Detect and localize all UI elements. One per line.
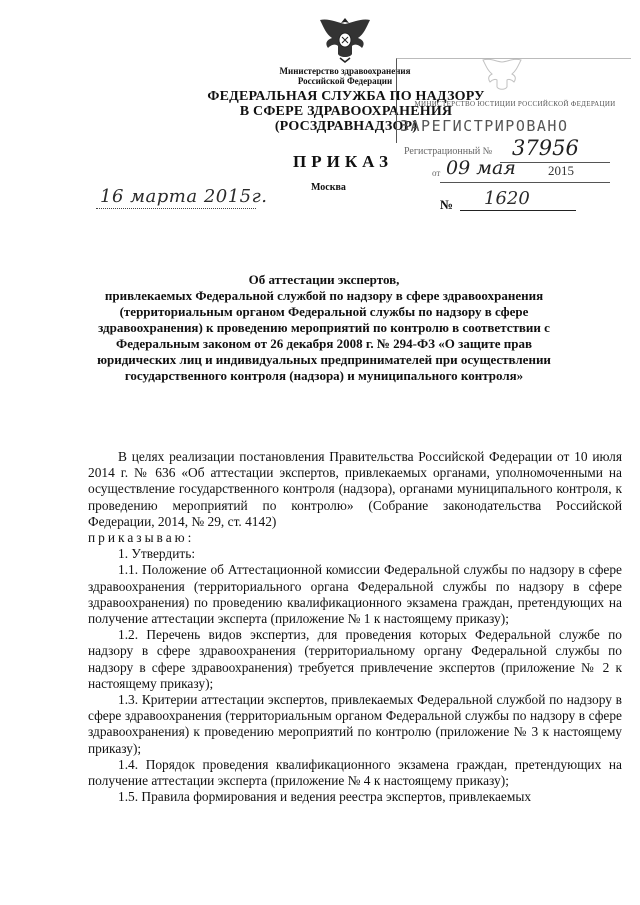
- title-line: Федеральным законом от 26 декабря 2008 г. № 294-ФЗ «О защите прав: [116, 336, 532, 351]
- title-line: (территориальным органом Федеральной службы по надзору в сфере: [119, 304, 529, 319]
- title-line: привлекаемых Федеральной службой по надзору в сфере здравоохранения: [104, 288, 544, 303]
- number-sign: №: [440, 197, 454, 212]
- title-line: Об аттестации экспертов,: [248, 272, 400, 287]
- item-1-1: 1.1. Положение об Аттестационной комиссии Федеральной службы по надзору в сфере здравоохранения (территориального органа Федеральной службы по надзору в сфере здравоохранения) по проведению квалификационного экзамена граждан, претендующих на получение аттестации эксперта (приложение № 1 к настоящему приказу);: [88, 562, 622, 627]
- ministry-line: Министерство здравоохранения: [279, 66, 411, 76]
- service-line: В СФЕРЕ ЗДРАВООХРАНЕНИЯ: [239, 104, 453, 119]
- item-1-5: 1.5. Правила формирования и ведения реестра экспертов, привлекаемых: [118, 789, 532, 805]
- number-underline: [460, 210, 576, 211]
- order-heading: ПРИКАЗ: [293, 152, 393, 171]
- stamp-status: ЗАРЕГИСТРИРОВАНО: [400, 117, 569, 135]
- stamp-date-line: [440, 182, 610, 183]
- item-1-2: 1.2. Перечень видов экспертиз, для проведения которых Федеральной службе по надзору в сфере здравоохранения (территориальному органу Федеральной службы по надзору в сфере здравоохранения) требуется привлечение экспертов (приложение № 2 к настоящему приказу);: [88, 627, 622, 691]
- document-title: [70, 272, 578, 384]
- item-1: 1. Утвердить:: [118, 546, 196, 562]
- title-line: государственного контроля (надзора) и муниципального контроля»: [124, 368, 524, 383]
- title-line: юридических лиц и индивидуальных предпринимателей при осуществлении: [97, 352, 551, 367]
- coat-of-arms-emblem: [316, 14, 374, 64]
- document-body: [88, 449, 622, 805]
- stamp-date-label: от: [432, 168, 441, 178]
- order-date: 16 марта 2015г.: [100, 186, 268, 207]
- stamp-date: 09 мая: [446, 157, 516, 179]
- title-line: здравоохранения) к проведению мероприятий по контролю в соответствии с: [98, 320, 550, 335]
- order-number: 1620: [484, 188, 530, 209]
- stamp-emblem-icon: [480, 56, 524, 96]
- decree-word: приказываю:: [88, 530, 195, 546]
- item-1-4: 1.4. Порядок проведения квалификационного экзамена граждан, претендующих на получение аттестации эксперта (приложение № 4 к настоящему приказу);: [88, 756, 622, 789]
- item-1-3: 1.3. Критерии аттестации экспертов, привлекаемых Федеральной службой по надзору в сфере здравоохранения (территориальным органом Федеральной службы по надзору в сфере здравоохранения) к проведению мероприятий по контролю (приложение № 3 к настоящему приказу);: [88, 692, 622, 756]
- date-underline: [96, 208, 256, 209]
- stamp-ministry: МИНИСТЕРСТВО ЮСТИЦИИ РОССИЙСКОЙ ФЕДЕРАЦИИ: [414, 100, 616, 108]
- service-line: ФЕДЕРАЛЬНАЯ СЛУЖБА ПО НАДЗОРУ: [207, 89, 485, 104]
- ministry-line: Российской Федерации: [297, 76, 393, 86]
- city-label: Москва: [311, 182, 346, 193]
- preamble-paragraph: В целях реализации постановления Правительства Российской Федерации от 10 июля 2014 г. № 636 «Об аттестации экспертов, привлекаемых органами, уполномоченными на осуществление государственного контроля (надзора), органами муниципального контроля, к проведению мероприятий по контролю» (Собрание законодательства Российской Федерации, 2014, № 29, ст. 4142): [88, 449, 622, 529]
- stamp-year: 2015: [548, 163, 574, 178]
- stamp-regno-label: Регистрационный №: [404, 146, 493, 157]
- service-line: (РОСЗДРАВНАДЗОР): [274, 119, 418, 134]
- stamp-regno: 37956: [512, 136, 579, 160]
